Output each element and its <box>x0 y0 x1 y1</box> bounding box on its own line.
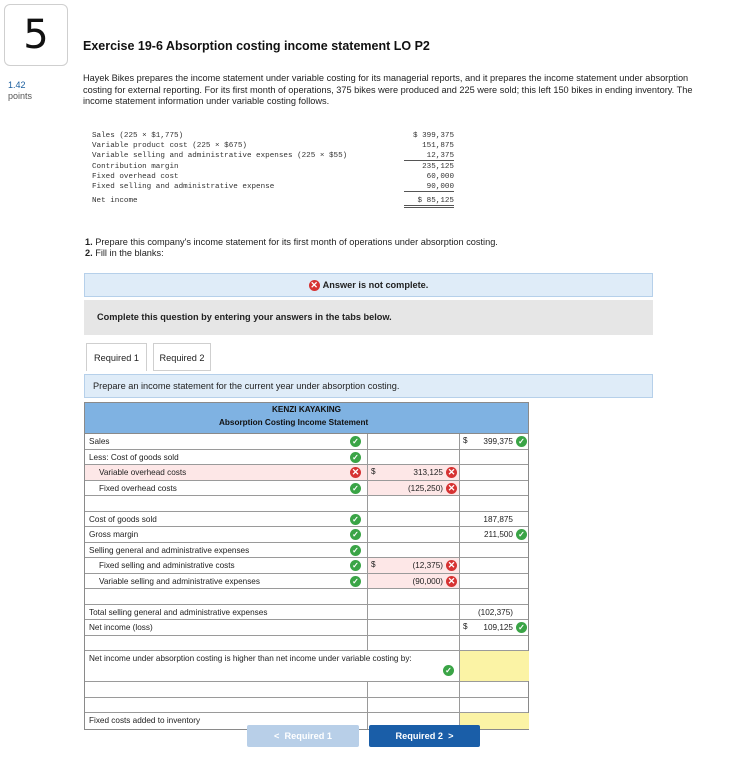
vc-row <box>92 173 454 183</box>
prev-required-button[interactable] <box>247 725 359 747</box>
middle-input[interactable] <box>367 496 459 511</box>
row-blank <box>85 589 528 605</box>
row-label[interactable]: Less: Cost of goods sold <box>89 452 179 462</box>
prepare-instruction: Prepare an income statement for the current year under absorption costing. <box>84 374 653 398</box>
dollar-sign: $ <box>371 467 376 476</box>
check-icon: ✓ <box>350 452 361 463</box>
row-label[interactable]: Total selling general and administrative expenses <box>89 607 268 617</box>
variable-overhead-value: 313,125 <box>413 468 443 477</box>
middle-cell <box>367 636 459 651</box>
blank-label[interactable] <box>85 496 367 511</box>
difference-input[interactable] <box>459 651 529 681</box>
middle-input[interactable] <box>367 512 459 527</box>
next-label: Required 2 <box>395 731 443 741</box>
check-icon: ✓ <box>516 529 527 540</box>
row-fixed-sga <box>85 558 528 574</box>
vc-amount: 151,875 <box>422 142 454 150</box>
sales-value-input[interactable] <box>459 434 529 449</box>
row-higher-note <box>85 651 528 682</box>
row-label[interactable]: Fixed overhead costs <box>99 483 177 493</box>
row-blank <box>85 636 528 652</box>
vc-row <box>92 142 454 152</box>
row-label[interactable]: Gross margin <box>89 530 139 539</box>
statement-title: Absorption Costing Income Statement <box>219 418 369 427</box>
answer-status-banner <box>84 273 653 297</box>
tab-required-1[interactable]: Required 1 <box>86 343 147 371</box>
exercise-title: Exercise 19-6 Absorption costing income statement LO P2 <box>83 39 430 53</box>
middle-cell <box>367 682 459 697</box>
middle-input[interactable] <box>367 605 459 620</box>
table-header <box>85 403 528 434</box>
var-sga-input[interactable] <box>367 574 459 589</box>
vc-amount: $ 399,375 <box>412 132 454 140</box>
instr-num-1: 1. <box>85 237 93 247</box>
banner-text: Answer is not complete. <box>322 280 429 290</box>
instr-num-2: 2. <box>85 248 93 258</box>
check-icon: ✓ <box>516 436 527 447</box>
middle-input[interactable] <box>367 450 459 465</box>
cogs-value: 187,875 <box>483 514 513 524</box>
right-cell <box>459 636 529 651</box>
chevron-right-icon: > <box>448 731 454 741</box>
question-number: 5 <box>4 4 68 66</box>
middle-input[interactable] <box>367 589 459 604</box>
row-label[interactable]: Net income (loss) <box>89 623 153 632</box>
blank-label <box>85 682 367 697</box>
variable-costing-statement <box>88 128 458 218</box>
middle-input[interactable] <box>367 527 459 542</box>
row-label[interactable]: Variable selling and administrative expenses <box>99 576 260 586</box>
right-input[interactable] <box>459 558 529 573</box>
row-label[interactable]: Fixed costs added to inventory <box>89 716 201 725</box>
instructions <box>85 237 498 259</box>
right-input[interactable] <box>459 465 529 480</box>
instr-line-2: Fill in the blanks: <box>95 248 164 258</box>
row-sga <box>85 543 528 559</box>
fixed-sga-value: (12,375) <box>412 561 443 570</box>
vc-label: Variable selling and administrative expenses (225 × $55) <box>92 152 348 160</box>
row-fixed-overhead <box>85 481 528 497</box>
dollar-sign: $ <box>463 436 468 445</box>
vc-label: Contribution margin <box>92 163 179 171</box>
check-icon: ✓ <box>350 483 361 494</box>
blank-label[interactable] <box>85 698 367 713</box>
row-cogs <box>85 512 528 528</box>
points-indicator <box>8 80 32 102</box>
income-statement-table <box>84 402 529 730</box>
error-icon: ✕ <box>447 575 456 586</box>
vc-row <box>92 197 454 207</box>
right-input[interactable] <box>459 543 529 558</box>
check-icon: ✓ <box>350 529 361 540</box>
total-sga-value: (102,375) <box>477 607 513 617</box>
vc-amount: 235,125 <box>422 163 454 171</box>
total-sga-input[interactable] <box>459 605 529 620</box>
prev-label: Required 1 <box>284 731 332 741</box>
cogs-input[interactable] <box>459 512 529 527</box>
row-sales <box>85 434 528 450</box>
vc-amount: 90,000 <box>404 183 454 192</box>
error-icon: ✕ <box>447 467 456 477</box>
vc-row <box>92 132 454 142</box>
vc-label: Fixed selling and administrative expense <box>92 183 275 191</box>
check-icon: ✓ <box>350 436 361 447</box>
row-less-cogs <box>85 450 528 466</box>
right-input[interactable] <box>459 450 529 465</box>
right-cell <box>459 682 529 697</box>
check-icon: ✓ <box>443 665 454 676</box>
right-input[interactable] <box>459 496 529 511</box>
middle-input[interactable] <box>367 698 459 713</box>
row-net-income <box>85 620 528 636</box>
check-icon: ✓ <box>350 514 361 525</box>
check-icon: ✓ <box>350 576 361 587</box>
dollar-sign: $ <box>371 560 376 569</box>
row-blank <box>85 698 528 714</box>
middle-input[interactable] <box>367 620 459 635</box>
next-required-button[interactable] <box>369 725 480 747</box>
fixed-sga-input[interactable] <box>367 558 459 573</box>
tab-required-2[interactable]: Required 2 <box>153 343 211 371</box>
check-icon: ✓ <box>350 545 361 556</box>
complete-instruction: Complete this question by entering your answers in the tabs below. <box>84 300 653 335</box>
vc-amount: 60,000 <box>426 173 454 181</box>
higher-note-label[interactable]: Net income under absorption costing is higher than net income under variable costing by: <box>89 654 412 663</box>
vc-amount: 12,375 <box>404 152 454 161</box>
fixed-overhead-value: (125,250) <box>407 483 443 493</box>
vc-label: Variable product cost (225 × $675) <box>92 142 247 150</box>
points-value: 1.42 <box>8 80 26 90</box>
company-name: KENZI KAYAKING <box>272 405 341 414</box>
gross-margin-value: 211,500 <box>484 530 513 539</box>
right-input[interactable] <box>459 589 529 604</box>
row-var-sga <box>85 574 528 590</box>
row-label[interactable]: Cost of goods sold <box>89 514 157 524</box>
error-icon: ✕ <box>351 467 360 477</box>
check-icon: ✓ <box>516 622 527 633</box>
check-icon: ✓ <box>350 560 361 571</box>
var-sga-value: (90,000) <box>412 576 443 586</box>
blank-label[interactable] <box>85 589 367 604</box>
net-income-value: 109,125 <box>483 623 513 632</box>
net-income-input[interactable] <box>459 620 529 635</box>
middle-input[interactable] <box>367 434 459 449</box>
variable-overhead-input[interactable] <box>367 465 459 480</box>
right-input[interactable] <box>459 698 529 713</box>
row-total-sga <box>85 605 528 621</box>
row-label[interactable]: Sales <box>89 437 110 446</box>
vc-row <box>92 183 454 193</box>
row-label[interactable]: Variable overhead costs <box>85 465 367 480</box>
middle-input[interactable] <box>367 543 459 558</box>
row-blank <box>85 682 528 698</box>
sales-value: 399,375 <box>483 437 513 446</box>
error-icon: ✕ <box>310 280 318 291</box>
problem-intro: Hayek Bikes prepares the income statement under variable costing for its managerial reports, and it prepares the income statement under absorption costing for external reporting. For its first month of operations, 375 bikes were produced and 225 were sold; this left 150 bikes in ending inventory. The income statement information under variable costing follows. <box>83 73 693 106</box>
vc-label: Sales (225 × $1,775) <box>92 132 184 140</box>
row-gross-margin <box>85 527 528 543</box>
instr-line-1: Prepare this company's income statement for its first month of operations under absorption costing. <box>95 237 498 247</box>
vc-label: Fixed overhead cost <box>92 173 179 181</box>
row-label[interactable]: Selling general and administrative expenses <box>89 545 250 555</box>
vc-row <box>92 152 454 162</box>
gross-margin-input[interactable] <box>459 527 529 542</box>
vc-label: Net income <box>92 197 138 205</box>
right-input[interactable] <box>459 481 529 496</box>
error-icon: ✕ <box>447 560 456 570</box>
points-label: points <box>8 91 33 101</box>
blank-label <box>85 636 367 651</box>
chevron-left-icon: < <box>274 731 280 741</box>
vc-row <box>92 163 454 173</box>
row-label[interactable]: Fixed selling and administrative costs <box>99 561 235 570</box>
row-variable-overhead <box>85 465 528 481</box>
row-blank <box>85 496 528 512</box>
fixed-overhead-input[interactable] <box>367 481 459 496</box>
dollar-sign: $ <box>463 622 468 631</box>
vc-amount: $ 85,125 <box>404 197 454 208</box>
error-icon: ✕ <box>447 482 456 493</box>
right-input[interactable] <box>459 574 529 589</box>
